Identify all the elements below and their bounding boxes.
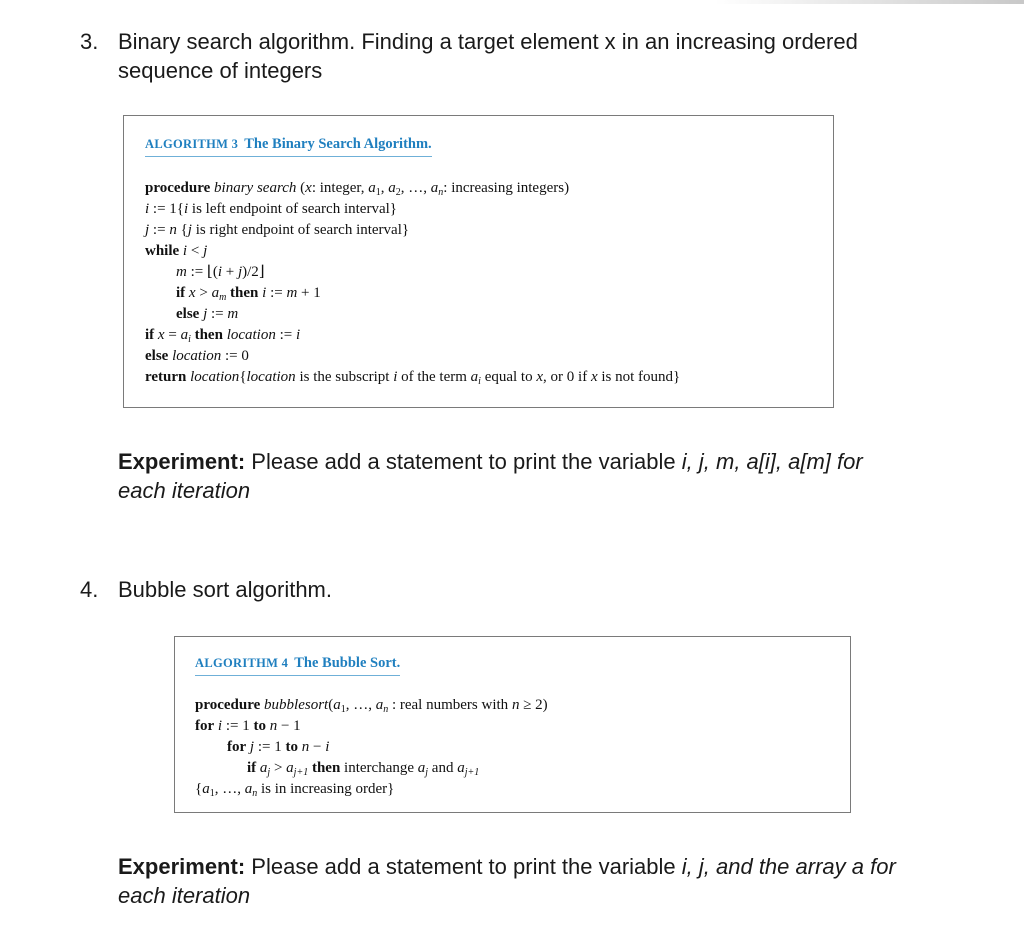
- experiment-4: [118, 852, 948, 910]
- experiment-3-text: Please add a statement to print the variable: [251, 449, 676, 474]
- algo3-compute-m: m := ⌊(i + j)/2⌋: [176, 264, 265, 280]
- experiment-3-vars: i, j, m, a[i], a[m] for: [681, 449, 863, 474]
- algo4-for-j: for j := 1 to n − i: [227, 739, 330, 755]
- section-3-title-line2: sequence of integers: [118, 58, 323, 83]
- algo4-result-comment: {$a_1$, …, $a_n$ is in increasing order}: [195, 781, 395, 799]
- algorithm-3-box: [123, 115, 834, 408]
- section-4-number: 4.: [80, 577, 99, 602]
- section-3-title-line1: Binary search algorithm. Finding a target element x in an increasing ordered: [118, 29, 858, 54]
- experiment-4-label: Experiment:: [118, 854, 246, 879]
- experiment-4-text: Please add a statement to print the variable: [251, 854, 676, 879]
- algo3-init-j: j := n {j is right endpoint of search interval}: [145, 222, 410, 238]
- experiment-4-vars: i, j, and the array a for: [681, 854, 896, 879]
- algo3-else-location: else location := 0: [145, 348, 249, 364]
- algorithm-4-title: The Bubble Sort.: [294, 655, 401, 671]
- algo3-if-greater: if $x > a_m$ then i := m + 1: [176, 285, 321, 303]
- algorithm-4-box: [174, 636, 851, 813]
- algorithm-3-title: The Binary Search Algorithm.: [244, 136, 432, 152]
- experiment-3-line2: each iteration: [118, 478, 251, 503]
- experiment-3: [118, 447, 948, 505]
- algo3-return: return location{location is the subscript i of the term $a_i$ equal to x, or 0 if x is not found}: [145, 369, 681, 387]
- algo3-else-j: else j := m: [176, 306, 239, 322]
- section-3-heading: [80, 27, 980, 87]
- top-divider: [715, 0, 1024, 4]
- algo3-if-equal: if $x = a_i$ then location := i: [145, 327, 301, 345]
- section-4-heading: [80, 575, 680, 605]
- algo3-init-i: i := 1{i is left endpoint of search interval}: [145, 201, 397, 217]
- experiment-3-label: Experiment:: [118, 449, 246, 474]
- algo4-if-swap: if $a_j > a_{j+1}$ then interchange $a_j$ and $a_{j+1}$: [247, 760, 480, 778]
- algorithm-3-label: ALGORITHM 3: [145, 137, 239, 151]
- algo3-procedure-line: procedure binary search (x: integer, $a_1$, $a_2$, …, $a_n$: increasing integers): [145, 180, 570, 198]
- algo4-for-i: for i := 1 to n − 1: [195, 718, 301, 734]
- algo3-while: while i < j: [145, 243, 208, 259]
- algorithm-4-label: ALGORITHM 4: [195, 656, 289, 670]
- algorithm-3-header: [145, 136, 432, 157]
- algorithm-4-header: [195, 655, 400, 676]
- section-4-title: Bubble sort algorithm.: [118, 577, 332, 602]
- algo4-procedure-line: procedure $bubblesort(a_1$, …, $a_n$ : real numbers with n ≥ 2): [195, 697, 548, 715]
- experiment-4-line2: each iteration: [118, 883, 251, 908]
- section-3-number: 3.: [80, 29, 99, 54]
